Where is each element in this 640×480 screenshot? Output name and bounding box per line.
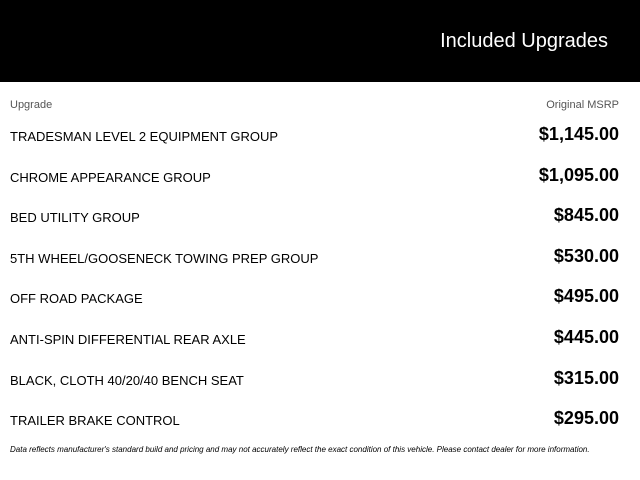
upgrade-price: $495.00	[553, 286, 619, 307]
column-header-msrp: Original MSRP	[546, 99, 619, 111]
upgrade-name: TRAILER BRAKE CONTROL	[10, 413, 180, 429]
header-bar	[0, 0, 640, 82]
table-header	[10, 99, 619, 115]
table-row	[10, 278, 619, 319]
disclaimer-text: Data reflects manufacturer's standard build and pricing and may not accurately reflect the exact condition of this vehicle. Please contact dealer for more information.	[10, 445, 590, 454]
table-row	[10, 238, 619, 279]
upgrade-price: $1,145.00	[538, 124, 619, 144]
column-header-upgrade: Upgrade	[10, 99, 53, 111]
table-row	[10, 157, 619, 198]
upgrade-name: CHROME APPEARANCE GROUP	[10, 169, 211, 185]
upgrade-price: $315.00	[553, 367, 619, 388]
upgrade-price: $295.00	[553, 408, 619, 429]
upgrade-name: 5TH WHEEL/GOOSENECK TOWING PREP GROUP	[10, 250, 319, 266]
upgrade-name: OFF ROAD PACKAGE	[10, 291, 143, 307]
upgrade-name: TRADESMAN LEVEL 2 EQUIPMENT GROUP	[10, 129, 279, 144]
upgrade-price: $845.00	[553, 205, 619, 226]
upgrade-price: $445.00	[553, 326, 619, 347]
table-row	[10, 360, 619, 401]
upgrade-name: ANTI-SPIN DIFFERENTIAL REAR AXLE	[10, 331, 246, 347]
table-row	[10, 197, 619, 238]
upgrade-name: BED UTILITY GROUP	[10, 210, 140, 226]
table-row	[10, 400, 619, 441]
upgrade-list	[10, 116, 619, 441]
table-row	[10, 319, 619, 360]
upgrade-price: $530.00	[553, 245, 619, 266]
table-row	[10, 116, 619, 157]
upgrade-price: $1,095.00	[538, 164, 619, 185]
page-title: Included Upgrades	[440, 30, 608, 52]
upgrade-name: BLACK, CLOTH 40/20/40 BENCH SEAT	[10, 372, 244, 388]
